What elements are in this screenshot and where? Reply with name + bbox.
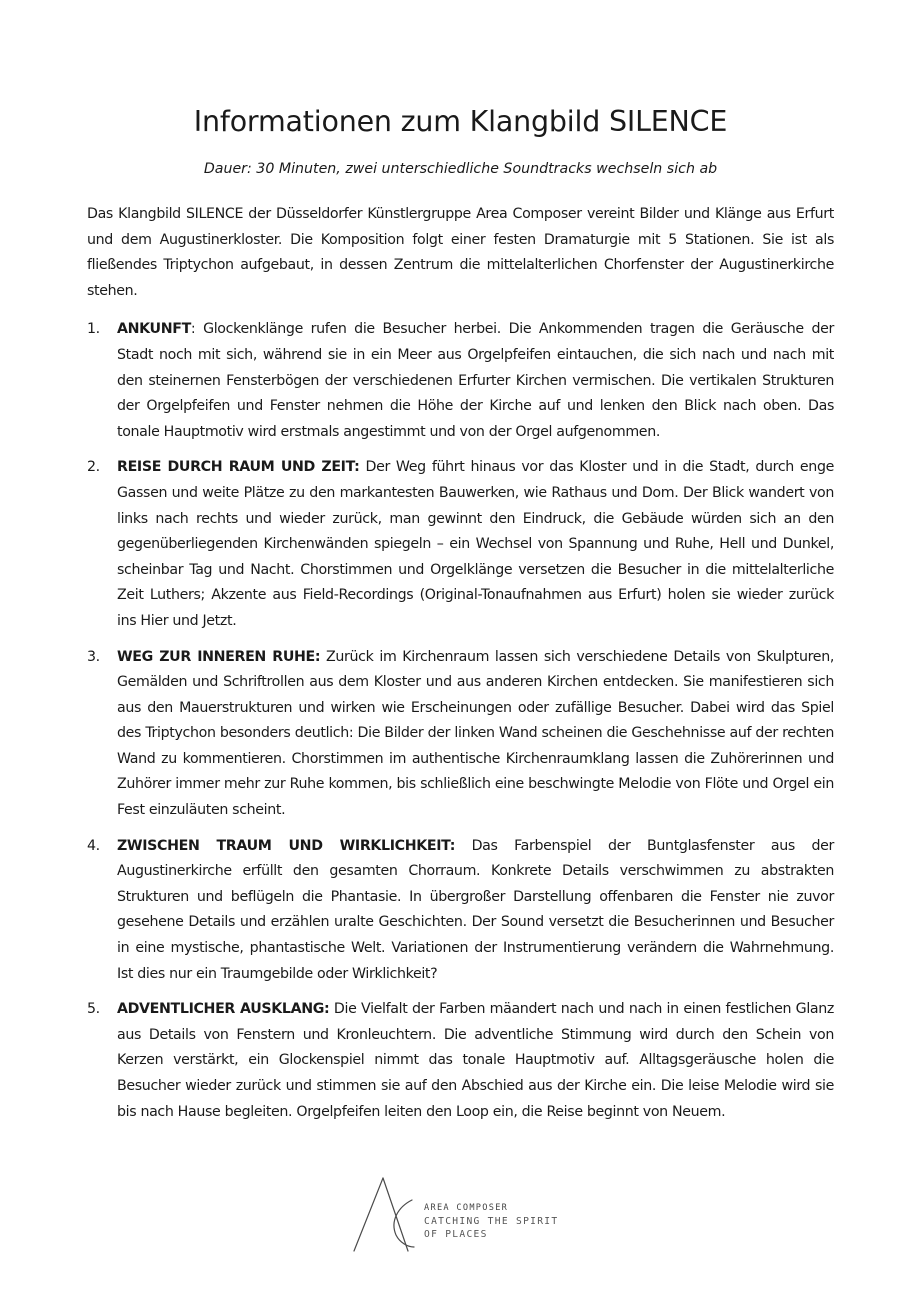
station-heading: WEG ZUR INNEREN RUHE: xyxy=(117,648,321,665)
station-item xyxy=(87,317,834,445)
document-subtitle: Dauer: 30 Minuten, zwei unterschiedliche Soundtracks wechseln sich ab xyxy=(203,161,718,177)
area-composer-logo xyxy=(350,1175,590,1255)
station-number: 4. xyxy=(87,837,100,854)
logo-line-tagline-1: CATCHING THE SPIRIT xyxy=(424,1216,559,1227)
station-text: Der Weg führt hinaus vor das Kloster und in die Stadt, durch enge Gassen und weite Plätze zu den markantesten Bauwerken, wie Rathaus und Dom. Der Blick wandert von links nach rechts und wieder zurück, man gewinnt den Eindruck, die Gebäude würden sich an den gegenüberliegenden Kirchenwänden spiegeln – ein Wechsel von Spannung und Ruhe, Hell und Dunkel, scheinbar Tag und Nacht. Chorstimmen und Orgelklänge versetzen die Besucher in die mittelalterliche Zeit Luthers; Akzente aus Field-Recordings (Original-Tonaufnahmen aus Erfurt) holen sie wieder zurück ins Hier und Jetzt. xyxy=(117,459,834,629)
station-heading: ANKUNFT xyxy=(117,321,191,338)
document-page xyxy=(87,0,834,1135)
station-number: 1. xyxy=(87,321,100,338)
area-composer-logo-mark-icon xyxy=(350,1175,420,1255)
station-item xyxy=(87,834,834,988)
station-number: 3. xyxy=(87,648,100,665)
station-heading: ADVENTLICHER AUSKLANG: xyxy=(117,1001,330,1018)
station-text: Das Farbenspiel der Buntglasfenster aus der Augustinerkirche erfüllt den gesamten Chorraum. Konkrete Details verschwimmen zu abstrakten Strukturen und beflügeln die Phantasie. In übergroßer Darstellung offenbaren die Fenster nie zuvor gesehene Details und erzählen uralte Geschichten. Der Sound versetzt die Besucherinnen und Besucher in eine mystische, phantastische Welt. Variationen der Instrumentierung verändern die Wahrnehmung. Ist dies nur ein Traumgebilde oder Wirklichkeit? xyxy=(117,837,834,982)
logo-text xyxy=(424,1202,558,1241)
intro-paragraph: Das Klangbild SILENCE der Düsseldorfer Künstlergruppe Area Composer vereint Bilder und Klänge aus Erfurt und dem Augustinerkloster. Die Komposition folgt einer festen Dramaturgie mit 5 Stationen. Sie ist als fließendes Triptychon aufgebaut, in dessen Zentrum die mittelalterlichen Chorfenster der Augustinerkirche stehen. xyxy=(87,206,834,299)
station-heading: REISE DURCH RAUM UND ZEIT: xyxy=(117,459,360,476)
logo-line-tagline-2: OF PLACES xyxy=(424,1229,488,1240)
document-title: Informationen zum Klangbild SILENCE xyxy=(193,105,728,138)
station-heading: ZWISCHEN TRAUM UND WIRKLICHKEIT: xyxy=(117,837,456,854)
station-text: Die Vielfalt der Farben mäandert nach und nach in einen festlichen Glanz aus Details von Fenstern und Kronleuchtern. Die adventliche Stimmung wird durch den Schein von Kerzen verstärkt, ein Glockenspiel nimmt das tonale Hauptmotiv auf. Alltagsgeräusche holen die Besucher wieder zurück und stimmen sie auf den Abschied aus der Kirche ein. Die leise Melodie wird sie bis nach Hause begleiten. Orgelpfeifen leiten den Loop ein, die Reise beginnt von Neuem. xyxy=(117,1001,834,1120)
logo-line-company: AREA COMPOSER xyxy=(424,1203,509,1213)
station-item xyxy=(87,997,834,1125)
stations-list xyxy=(87,317,834,1125)
station-item xyxy=(87,455,834,634)
station-number: 5. xyxy=(87,1001,100,1018)
station-item xyxy=(87,645,834,824)
station-text: : Glockenklänge rufen die Besucher herbei. Die Ankommenden tragen die Geräusche der Stadt noch mit sich, während sie in ein Meer aus Orgelpfeifen eintauchen, die sich nach und nach mit den steinernen Fensterbögen der verschiedenen Erfurter Kirchen vermischen. Die vertikalen Strukturen der Orgelpfeifen und Fenster nehmen die Höhe der Kirche auf und lenken den Blick nach oben. Das tonale Hauptmotiv wird erstmals angestimmt und von der Orgel aufgenommen. xyxy=(117,321,834,440)
station-number: 2. xyxy=(87,459,100,476)
station-text: Zurück im Kirchenraum lassen sich verschiedene Details von Skulpturen, Gemälden und Schriftrollen aus dem Kloster und aus anderen Kirchen entdecken. Sie manifestieren sich aus den Mauerstrukturen und wirken wie Erscheinungen oder zufällige Besucher. Dabei wird das Spiel des Triptychon besonders deutlich: Die Bilder der linken Wand scheinen die Geschehnisse auf der rechten Wand zu kommentieren. Chorstimmen im authentische Kirchenraumklang lassen die Zuhörerinnen und Zuhörer immer mehr zur Ruhe kommen, bis schließlich eine beschwingte Melodie von Flöte und Orgel ein Fest einzuläuten scheint. xyxy=(117,648,834,819)
